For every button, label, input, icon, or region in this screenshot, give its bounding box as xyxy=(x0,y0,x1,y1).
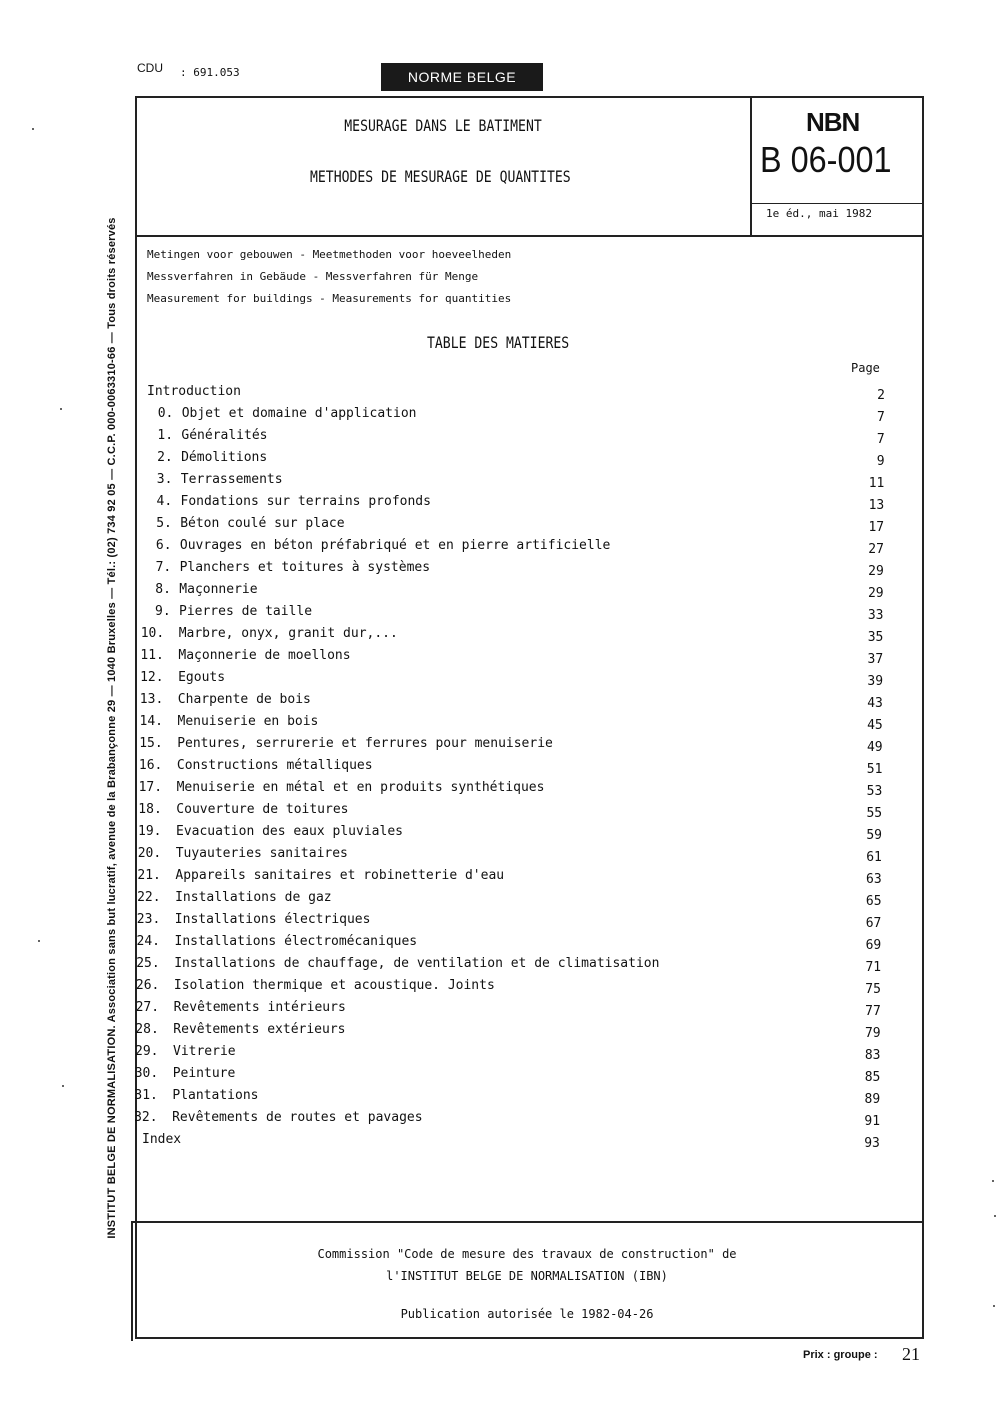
price-value: 21 xyxy=(902,1344,920,1364)
toc-entry-number: 3. xyxy=(156,472,173,487)
toc-entry-page: 55 xyxy=(866,806,883,821)
toc-entry-page: 29 xyxy=(868,564,884,579)
toc-entry-page: 65 xyxy=(865,894,882,909)
toc-entry-label: Peinture xyxy=(172,1066,236,1081)
toc-entry-label: Plantations xyxy=(172,1088,259,1103)
toc-entry xyxy=(0,1022,1000,1042)
toc-entry xyxy=(0,1000,1000,1020)
nbn-divider xyxy=(750,203,924,204)
toc-entry-number: 13. xyxy=(139,692,164,707)
toc-entry-page: 29 xyxy=(867,586,884,601)
toc-entry xyxy=(0,802,1000,822)
toc-entry-page: 63 xyxy=(866,872,882,887)
toc-entry-page: 59 xyxy=(866,828,882,843)
toc-entry-number: 11. xyxy=(140,648,164,663)
toc-entry-number: 18. xyxy=(138,802,162,817)
toc-entry-page: 71 xyxy=(865,960,882,975)
toc-entry-number: 28. xyxy=(135,1022,159,1037)
price-label: Prix : groupe : xyxy=(803,1349,878,1361)
toc-entry xyxy=(0,582,1000,602)
toc-entry-number: 2. xyxy=(157,450,173,465)
toc-entry-label: Maçonnerie de moellons xyxy=(178,648,351,663)
toc-entry-page: 69 xyxy=(865,938,882,953)
toc-entry-label: Revêtements intérieurs xyxy=(173,1000,346,1015)
toc-entry-number: 25. xyxy=(136,956,160,971)
toc-entry xyxy=(0,516,1000,536)
footer-divider xyxy=(131,1221,923,1223)
toc-entry-page: 91 xyxy=(864,1114,881,1129)
toc-entry-page: 7 xyxy=(877,410,885,425)
document-subtitle: METHODES DE MESURAGE DE QUANTITES xyxy=(310,167,571,186)
toc-entry xyxy=(0,780,1000,800)
toc-entry xyxy=(0,824,1000,844)
toc-entry-number: 30. xyxy=(134,1066,159,1081)
toc-entry-page: 53 xyxy=(866,784,883,799)
toc-entry xyxy=(0,604,1000,624)
toc-entry-number: 19. xyxy=(138,824,162,839)
toc-entry-number: 0. xyxy=(157,406,174,421)
toc-entry xyxy=(0,736,1000,756)
toc-entry xyxy=(0,1110,1000,1130)
edition-date: 1e éd., mai 1982 xyxy=(766,207,872,220)
toc-entry-label: Pentures, serrurerie et ferrures pour menuiserie xyxy=(177,736,553,751)
toc-entry xyxy=(0,956,1000,976)
footer-institute: l'INSTITUT BELGE DE NORMALISATION (IBN) xyxy=(386,1269,668,1283)
toc-entry-label: Revêtements de routes et pavages xyxy=(172,1110,423,1125)
toc-entry-number: 6. xyxy=(155,538,172,553)
toc-entry xyxy=(0,384,1000,404)
toc-entry-label: Egouts xyxy=(178,670,226,685)
scan-speck xyxy=(994,1215,996,1217)
subtitle-dutch: Metingen voor gebouwen - Meetmethoden voor hoeveelheden xyxy=(147,248,512,261)
toc-entry-label: Constructions métalliques xyxy=(176,758,373,773)
toc-entry-label: Charpente de bois xyxy=(177,692,311,707)
toc-entry-number: 23. xyxy=(136,912,161,927)
toc-entry-number: 21. xyxy=(137,868,161,883)
toc-entry xyxy=(0,1066,1000,1086)
toc-entry-number: 17. xyxy=(138,780,163,795)
toc-entry-label: Installations électriques xyxy=(174,912,371,927)
toc-entry xyxy=(0,494,1000,514)
standard-code: B 06-001 xyxy=(760,139,892,180)
toc-entry xyxy=(0,868,1000,888)
toc-entry-number: 12. xyxy=(140,670,164,685)
toc-entry-page: 75 xyxy=(865,982,881,997)
toc-entry xyxy=(0,846,1000,866)
toc-entry-page: 89 xyxy=(864,1092,881,1107)
toc-entry xyxy=(0,560,1000,580)
toc-entry-page: 77 xyxy=(865,1004,881,1019)
toc-entry-label: Menuiserie en bois xyxy=(177,714,319,729)
toc-entry-page: 27 xyxy=(868,542,884,557)
toc-entry xyxy=(0,648,1000,668)
toc-entry-label: Installations électromécaniques xyxy=(174,934,418,949)
toc-entry xyxy=(0,450,1000,470)
cdu-value: : 691.053 xyxy=(180,66,240,79)
toc-entry-number: 5. xyxy=(156,516,172,531)
toc-entry xyxy=(0,1088,1000,1108)
toc-entry-label: Tuyauteries sanitaires xyxy=(175,846,348,861)
toc-entry-label: Introduction xyxy=(147,384,241,399)
toc-entry xyxy=(0,714,1000,734)
toc-entry-page: 79 xyxy=(864,1026,881,1041)
toc-entry xyxy=(0,934,1000,954)
toc-entry-number: 8. xyxy=(155,582,171,597)
toc-entry-page: 61 xyxy=(866,850,882,865)
toc-entry-label: Démolitions xyxy=(181,450,268,465)
toc-entry-label: Fondations sur terrains profonds xyxy=(180,494,431,509)
toc-entry-number: 31. xyxy=(134,1088,158,1103)
toc-entry-number: 26. xyxy=(135,978,160,993)
nbn-label: NBN xyxy=(806,107,860,137)
toc-entry-label: Planchers et toitures à systèmes xyxy=(179,560,431,575)
header-divider xyxy=(135,235,924,237)
toc-entry-number: 32. xyxy=(134,1110,158,1125)
toc-entry xyxy=(0,428,1000,448)
toc-entry-label: Revêtements extérieurs xyxy=(173,1022,346,1037)
scan-speck xyxy=(38,940,40,942)
toc-title: TABLE DES MATIERES xyxy=(427,333,570,352)
toc-entry xyxy=(0,472,1000,492)
toc-entry xyxy=(0,1044,1000,1064)
toc-entry-number: 27. xyxy=(135,1000,160,1015)
toc-entry-page: 9 xyxy=(876,454,885,469)
toc-page-header: Page xyxy=(851,361,880,375)
toc-entry-page: 39 xyxy=(867,674,884,689)
toc-entry-page: 49 xyxy=(866,740,883,755)
toc-entry-label: Appareils sanitaires et robinetterie d'eau xyxy=(175,868,505,883)
toc-entry xyxy=(0,912,1000,932)
toc-entry-number: 16. xyxy=(138,758,163,773)
toc-entry-page: 67 xyxy=(865,916,882,931)
footer-commission: Commission "Code de mesure des travaux de construction" de xyxy=(317,1247,737,1261)
scan-speck xyxy=(992,1180,994,1182)
toc-entry-number: 14. xyxy=(139,714,163,729)
norme-banner: NORME BELGE xyxy=(381,63,543,91)
toc-entry-number: 15. xyxy=(139,736,163,751)
toc-entry-label: Objet et domaine d'application xyxy=(181,406,417,421)
toc-entry-label: Marbre, onyx, granit dur,... xyxy=(178,626,398,641)
toc-entry-label: Généralités xyxy=(181,428,268,443)
cdu-label: CDU xyxy=(137,61,163,75)
toc-entry-label: Installations de chauffage, de ventilation et de climatisation xyxy=(174,956,660,971)
toc-entry xyxy=(0,692,1000,712)
toc-entry-page: 43 xyxy=(867,696,883,711)
toc-entry-page: 37 xyxy=(867,652,884,667)
toc-entry-page: 17 xyxy=(868,520,885,535)
toc-entry xyxy=(0,1132,1000,1152)
toc-entry-number: 10. xyxy=(140,626,165,641)
subtitle-english: Measurement for buildings - Measurements for quantities xyxy=(147,292,512,305)
document-title: MESURAGE DANS LE BATIMENT xyxy=(344,116,542,135)
toc-entry-number: 9. xyxy=(155,604,171,619)
toc-entry xyxy=(0,670,1000,690)
toc-entry-page: 13 xyxy=(868,498,885,513)
scan-speck xyxy=(60,408,62,410)
header-vertical-divider xyxy=(750,96,752,236)
toc-entry-label: Maçonnerie xyxy=(179,582,258,597)
toc-entry-page: 45 xyxy=(867,718,883,733)
toc-entry-page: 35 xyxy=(867,630,884,645)
toc-entry-page: 11 xyxy=(868,476,885,491)
toc-entry-page: 83 xyxy=(864,1048,881,1063)
toc-entry-label: Vitrerie xyxy=(173,1044,236,1059)
toc-entry-number: 20. xyxy=(137,846,162,861)
toc-entry-number: 7. xyxy=(155,560,172,575)
toc-entry xyxy=(0,890,1000,910)
toc-entry-label: Ouvrages en béton préfabriqué et en pierre artificielle xyxy=(179,538,611,553)
toc-entry-label: Index xyxy=(142,1132,182,1147)
toc-entry xyxy=(0,406,1000,426)
toc-entry-label: Installations de gaz xyxy=(175,890,332,905)
toc-entry-number: 29. xyxy=(135,1044,159,1059)
footer-publication: Publication autorisée le 1982-04-26 xyxy=(400,1307,654,1321)
toc-entry-number: 1. xyxy=(157,428,174,443)
toc-entry xyxy=(0,626,1000,646)
toc-entry-label: Pierres de taille xyxy=(179,604,313,619)
toc-entry-number: 4. xyxy=(156,494,173,509)
toc-entry-label: Couverture de toitures xyxy=(176,802,349,817)
toc-entry-number: 24. xyxy=(136,934,160,949)
toc-entry-label: Béton coulé sur place xyxy=(180,516,345,531)
toc-entry-page: 51 xyxy=(866,762,883,777)
toc-entry-label: Isolation thermique et acoustique. Joints xyxy=(173,978,495,993)
toc-entry-page: 2 xyxy=(877,388,885,403)
toc-entry-label: Menuiserie en métal et en produits synthétiques xyxy=(176,780,545,795)
toc-entry xyxy=(0,978,1000,998)
scan-speck xyxy=(62,1085,64,1087)
toc-entry-page: 7 xyxy=(876,432,885,447)
subtitle-german: Messverfahren in Gebäude - Messverfahren für Menge xyxy=(147,270,479,283)
toc-entry xyxy=(0,538,1000,558)
side-publisher-text: INSTITUT BELGE DE NORMALISATION. Association sans but lucratif, avenue de la Brabançonne 29 — 1040 Bruxelles — Tél.: (02) 734 92 05 — C.C.P. 000-0063310-66 — Tous droits réservés xyxy=(106,217,118,1239)
toc-entry-page: 33 xyxy=(867,608,884,623)
toc-entry-label: Terrassements xyxy=(180,472,283,487)
toc-entry-label: Evacuation des eaux pluviales xyxy=(176,824,403,839)
toc-entry xyxy=(0,758,1000,778)
toc-entry-number: 22. xyxy=(137,890,161,905)
scan-speck xyxy=(32,128,34,130)
toc-entry-page: 85 xyxy=(864,1070,881,1085)
toc-entry-page: 93 xyxy=(864,1136,880,1151)
scan-speck xyxy=(993,1305,995,1307)
